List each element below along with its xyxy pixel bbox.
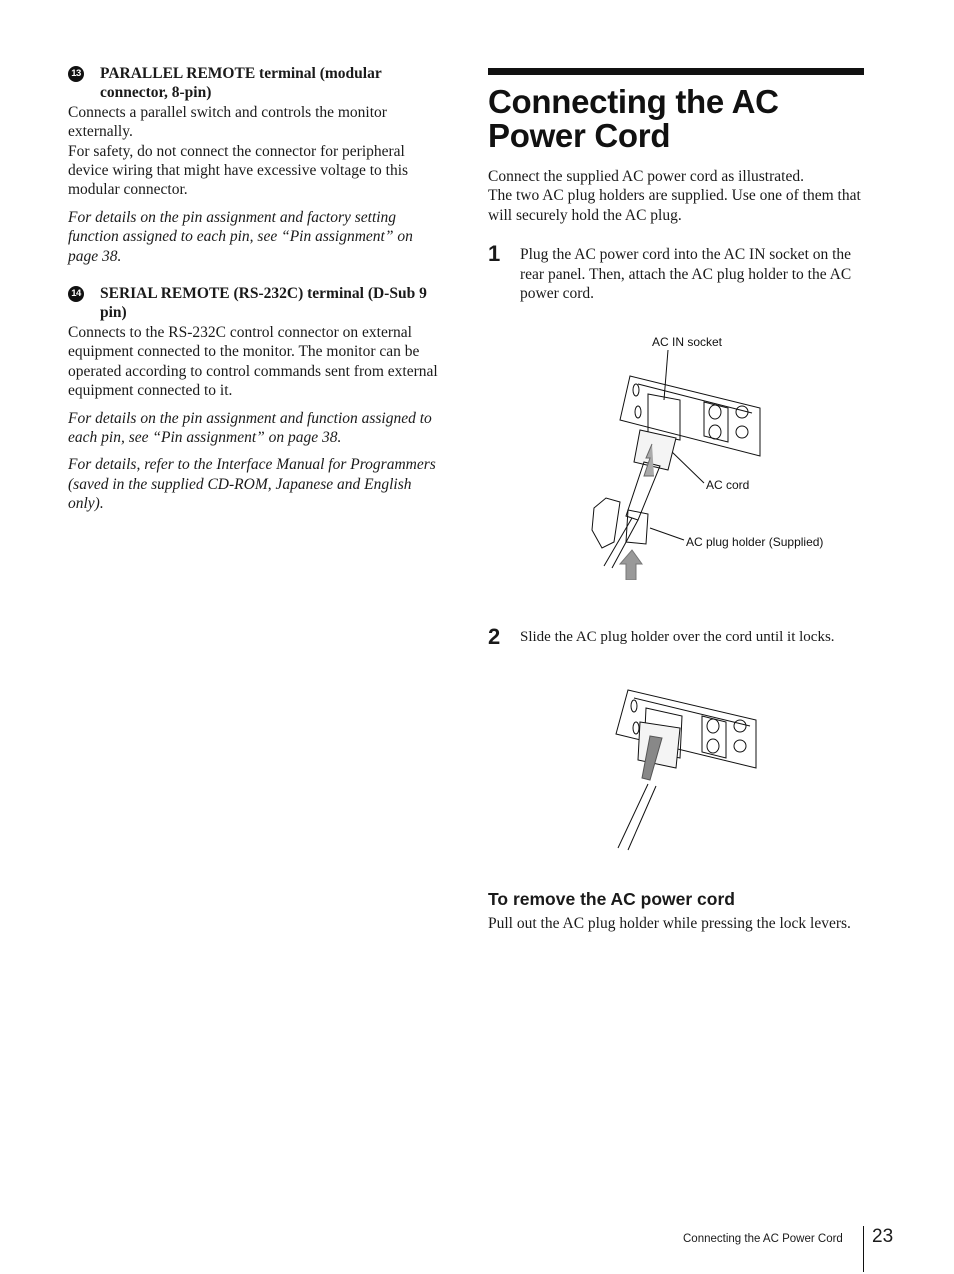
step-2-text: Slide the AC plug holder over the cord until it locks. (520, 629, 835, 645)
figure-ac-plug-holder-locked (610, 686, 760, 856)
figure-ac-cord-plugging (580, 330, 850, 580)
ac-plug-shape (634, 430, 676, 470)
item-14-heading (68, 284, 442, 323)
label-ac-cord: AC cord (706, 478, 750, 492)
step-2-number: 2 (488, 624, 501, 649)
slide-arrow-1 (620, 550, 642, 580)
intro-line-1: Connect the supplied AC power cord as illustrated. (488, 168, 804, 185)
item-13-heading (68, 64, 442, 103)
footer-divider (863, 1226, 864, 1272)
step-1-text: Plug the AC power cord into the AC IN socket on the rear panel. Then, attach the AC plug holder to the AC power cord. (520, 246, 852, 303)
label-ac-in-socket: AC IN socket (652, 335, 723, 349)
page-title: Connecting the AC Power Cord (488, 83, 779, 154)
section-top-rule (488, 68, 864, 75)
leader-ac-plug-holder (650, 528, 684, 540)
label-ac-plug-holder: AC plug holder (Supplied) (686, 535, 824, 549)
item-14-note-2: For details, refer to the Interface Manual for Programmers (saved in the supplied CD-ROM, Japanese and English only). (68, 456, 436, 513)
item-14-note-1: For details on the pin assignment and function assigned to each pin, see “Pin assignment” on page 38. (68, 409, 432, 446)
leader-ac-cord (670, 450, 704, 483)
remove-text: Pull out the AC plug holder while pressing the lock levers. (488, 915, 851, 932)
item-14-body: Connects to the RS-232C control connector on external equipment connected to the monitor. The monitor can be operated according to control commands sent from external equipment connected to it. (68, 323, 438, 400)
left-column (68, 64, 442, 514)
remove-heading: To remove the AC power cord (488, 889, 735, 909)
item-13-heading-text: PARALLEL REMOTE terminal (modular connector, 8-pin) (100, 65, 382, 102)
page-number: 23 (872, 1226, 894, 1247)
ac-plug-holder-left (592, 498, 620, 548)
right-column (488, 68, 866, 303)
step-1-number: 1 (488, 241, 501, 267)
item-13-badge: 13 (68, 66, 84, 82)
intro-line-2: The two AC plug holders are supplied. Use one of them that will securely hold the AC plug. (488, 187, 861, 224)
item-13-note: For details on the pin assignment and factory setting function assigned to each pin, see “Pin assignment” on page 38. (68, 208, 413, 265)
item-14-badge: 14 (68, 286, 84, 302)
leader-ac-in-socket (664, 350, 668, 400)
item-14-heading-text: SERIAL REMOTE (RS-232C) terminal (D-Sub 9 pin) (100, 285, 427, 322)
step-1 (488, 241, 866, 303)
ac-plug-holder-right (626, 510, 648, 544)
footer-section-title: Connecting the AC Power Cord (683, 1233, 843, 1245)
step-2 (488, 624, 898, 649)
item-13-body-1: Connects a parallel switch and controls the monitor externally. (68, 103, 387, 141)
item-13-body-2: For safety, do not connect the connector for peripheral device wiring that might have excessive voltage to this modular connector. (68, 142, 409, 199)
remove-section (488, 888, 866, 933)
cord-strain-relief (626, 462, 660, 520)
connector-block (704, 402, 728, 442)
